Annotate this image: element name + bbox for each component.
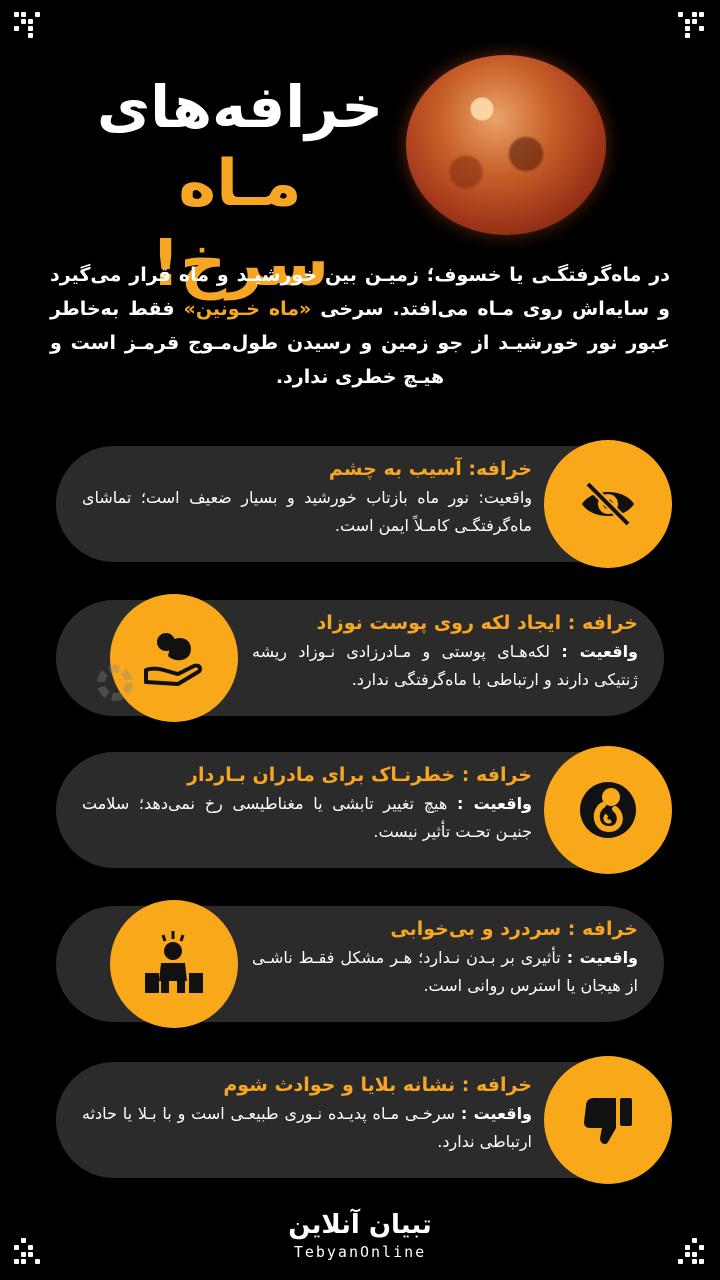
card-text: [82, 760, 532, 846]
fact-body: لکه‌هـای پوستی و مـادرزادی نـوزاد ریشه ژنتیکی دارند و ارتباطی با ماه‌گرفتگی ندارد.: [252, 642, 638, 689]
fact-body: هیچ تغییر تابشی یا مغناطیسی رخ نمی‌دهد؛ سلامت جنیـن تحـت تأثیر نیست.: [82, 794, 532, 841]
intro-text-2: فقط به‌خاطر عبور نور خورشیـد از جو زمین و رسیدن طول‌مـوج قرمـز است و هیـچ خطری ندارد.: [50, 298, 670, 388]
fact-text: [82, 484, 532, 540]
icon-circle: [544, 1056, 672, 1184]
crossed-eye-icon: [576, 472, 640, 536]
intro-paragraph: [50, 258, 670, 394]
fact-text: [252, 944, 638, 1000]
fact-label: واقعیت :: [561, 642, 638, 661]
blood-moon-image: [406, 55, 606, 235]
card-text: [252, 608, 638, 694]
tebyan-watermark-icon: [92, 660, 138, 706]
fact-body: واقعیت: نور ماه بازتاب خورشید و بسیار ضعیف است؛ تماشای ماه‌گرفتگـی کامـلاً ایمن است.: [82, 488, 532, 535]
myth-title: خرافه : سردرد و بی‌خوابی: [390, 918, 638, 940]
title-line-1: خرافه‌های: [96, 73, 384, 141]
fact-text: [82, 790, 532, 846]
intro-highlight: «ماه خـونین»: [183, 298, 312, 320]
icon-circle: [110, 900, 238, 1028]
corner-pattern-top-right: [678, 12, 706, 40]
brand-name: تبیان آنلاین: [288, 1210, 432, 1240]
thumbs-down-icon: [576, 1088, 640, 1152]
icon-circle: [544, 746, 672, 874]
intro-text-1: در ماه‌گرفتگـی یا خسوف؛ زمیـن بین خورشیـد و ماه قرار می‌گیرد و سایه‌اش روی مـاه می‌افتد. سرخی: [50, 264, 670, 320]
fact-label: واقعیت :: [457, 794, 532, 813]
fact-text: [82, 1100, 532, 1156]
myth-title: خرافه : ایجاد لکه روی پوست نوزاد: [316, 612, 638, 634]
fact-label: واقعیت :: [566, 948, 639, 967]
myth-card-eye-damage: [56, 446, 664, 562]
myth-title: خرافه : نشانه بلایا و حوادث شوم: [223, 1074, 532, 1096]
headache-person-icon: [137, 927, 211, 1001]
brand-latin: TebyanOnline: [293, 1243, 427, 1261]
myth-card-headache: [56, 906, 664, 1022]
corner-pattern-top-left: [14, 12, 42, 40]
myth-card-pregnancy: [56, 752, 664, 868]
fact-body: تأثیری بر بـدن نـدارد؛ هـر مشکل فقـط ناشـی از هیجان یا استرس روانی است.: [252, 948, 638, 995]
myth-title: خرافه: آسیب به چشم: [328, 458, 532, 480]
card-text: [252, 914, 638, 1000]
footer-logo: [0, 1208, 720, 1262]
myth-card-baby-skin: [56, 600, 664, 716]
fetus-icon: [573, 775, 643, 845]
fact-label: واقعیت :: [460, 1104, 533, 1123]
icon-circle: [544, 440, 672, 568]
myth-card-bad-omen: [56, 1062, 664, 1178]
card-text: [82, 1070, 532, 1156]
fact-body: سرخـی مـاه پدیـده نـوری طبیعـی است و با بـلا یا حادثه ارتباطی ندارد.: [82, 1104, 532, 1151]
fact-text: [252, 638, 638, 694]
title-line-2: مـاه سرخ!: [150, 147, 330, 301]
myth-title: خرافه : خطرنـاک برای مادران بـاردار: [187, 764, 532, 786]
card-text: [82, 454, 532, 540]
baby-in-hand-icon: [138, 622, 210, 694]
